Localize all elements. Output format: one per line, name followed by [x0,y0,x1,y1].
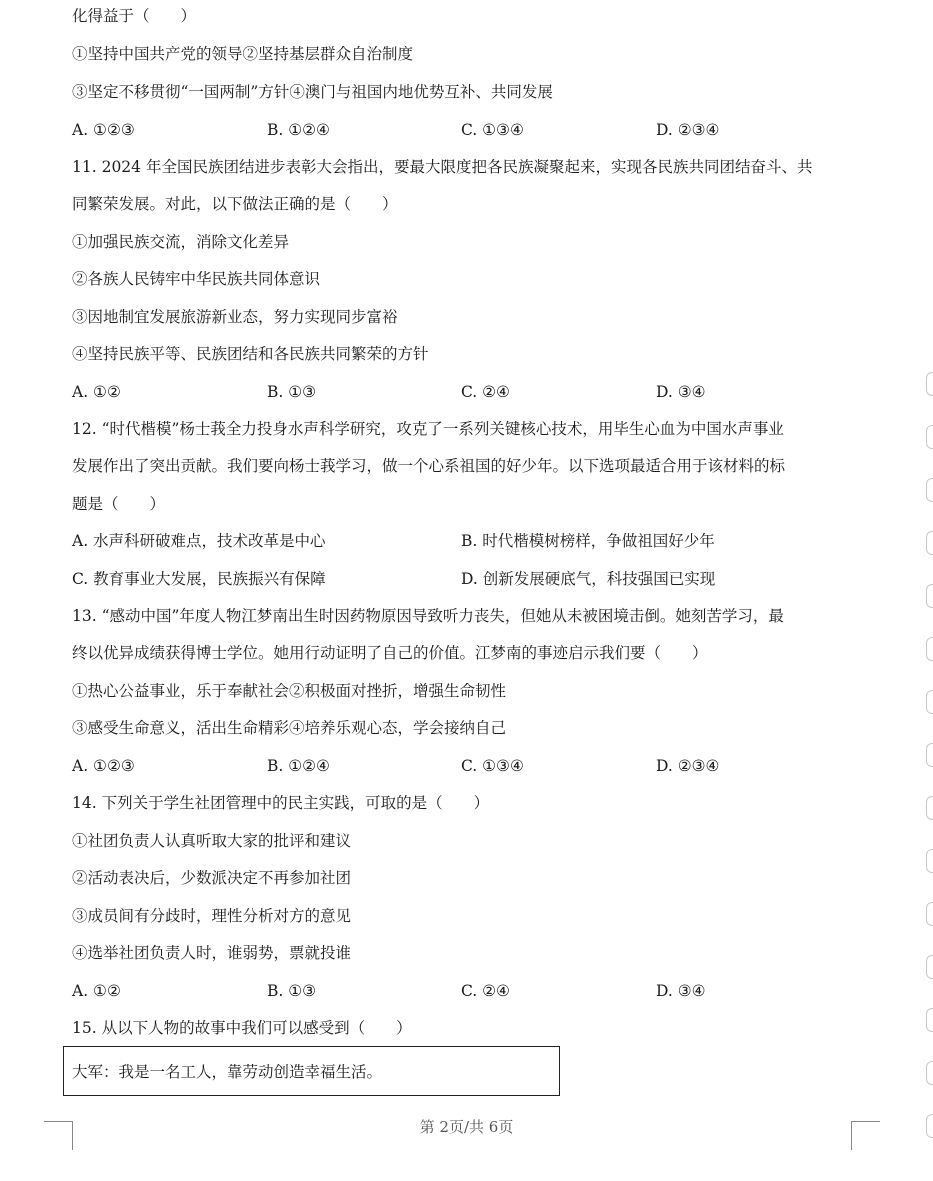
q14-stem: 14. 下列关于学生社团管理中的民主实践，可取的是（ ） [72,794,490,812]
q10-option-b: B. ①②④ [267,121,330,139]
side-tab[interactable] [926,849,933,873]
q10-stem-tail: 化得益于（ ） [72,7,197,25]
q10-option-d: D. ②③④ [656,121,720,139]
q11-item-1: ①加强民族交流，消除文化差异 [72,233,290,251]
q12-option-b: B. 时代楷模树榜样，争做祖国好少年 [461,532,715,550]
q11-item-4: ④坚持民族平等、民族团结和各民族共同繁荣的方针 [72,345,429,363]
q11-item-3: ③因地制宜发展旅游新业态，努力实现同步富裕 [72,308,398,326]
q12-option-d: D. 创新发展硬底气，科技强国已实现 [461,570,716,588]
q15-stem: 15. 从以下人物的故事中我们可以感受到（ ） [72,1019,412,1037]
q12-stem-line2: 发展作出了突出贡献。我们要向杨士莪学习，做一个心系祖国的好少年。以下选项最适合用于该材料的标 [72,457,786,475]
side-tab[interactable] [926,372,933,396]
q14-option-a: A. ①② [72,982,121,1000]
q11-option-d: D. ③④ [656,383,706,401]
q14-option-c: C. ②④ [461,982,510,1000]
q12-stem-line3: 题是（ ） [72,495,166,513]
q14-item-3: ③成员间有分歧时，理性分析对方的意见 [72,907,352,925]
side-tab[interactable] [926,1008,933,1032]
side-tab[interactable] [926,1114,933,1138]
q15-quote-box [63,1046,560,1096]
side-tab[interactable] [926,531,933,555]
q13-option-d: D. ②③④ [656,757,720,775]
q13-choices-line1: ①热心公益事业，乐于奉献社会②积极面对挫折，增强生命韧性 [72,682,507,700]
side-tab[interactable] [926,743,933,767]
corner-mark-left [44,1121,73,1150]
q10-option-c: C. ①③④ [461,121,524,139]
q13-option-b: B. ①②④ [267,757,330,775]
q13-option-c: C. ①③④ [461,757,524,775]
side-tab[interactable] [926,1061,933,1085]
q14-item-4: ④选举社团负责人时，谁弱势，票就投谁 [72,944,352,962]
side-tab[interactable] [926,690,933,714]
q13-stem-line2: 终以优异成绩获得博士学位。她用行动证明了自己的价值。江梦南的事迹启示我们要（ ） [72,644,708,662]
page-number: 第 2页/共 6页 [419,1118,514,1136]
q13-choices-line2: ③感受生命意义，活出生命精彩④培养乐观心态，学会接纳自己 [72,719,507,737]
side-tab[interactable] [926,637,933,661]
q11-option-c: C. ②④ [461,383,510,401]
q11-item-2: ②各族人民铸牢中华民族共同体意识 [72,270,321,288]
q14-item-1: ①社团负责人认真听取大家的批评和建议 [72,832,352,850]
side-tab[interactable] [926,425,933,449]
side-tab[interactable] [926,796,933,820]
side-tab[interactable] [926,955,933,979]
side-tab[interactable] [926,584,933,608]
q10-choices-line1: ①坚持中国共产党的领导②坚持基层群众自治制度 [72,45,414,63]
side-tab[interactable] [926,478,933,502]
q12-option-c: C. 教育事业大发展，民族振兴有保障 [72,570,326,588]
q13-stem-line1: 13. “感动中国”年度人物江梦南出生时因药物原因导致听力丧失，但她从未被困境击倒。她刻苦学习，最 [72,607,784,625]
q11-option-b: B. ①③ [267,383,317,401]
q12-option-a: A. 水声科研破难点，技术改革是中心 [72,532,326,550]
q15-quote-text: 大军：我是一名工人，靠劳动创造幸福生活。 [72,1063,383,1081]
q13-option-a: A. ①②③ [72,757,135,775]
q14-item-2: ②活动表决后，少数派决定不再参加社团 [72,869,352,887]
q14-option-b: B. ①③ [267,982,317,1000]
q10-choices-line2: ③坚定不移贯彻“一国两制”方针④澳门与祖国内地优势互补、共同发展 [72,83,553,101]
side-tab[interactable] [926,902,933,926]
q11-option-a: A. ①② [72,383,121,401]
q10-option-a: A. ①②③ [72,121,135,139]
q12-stem-line1: 12. “时代楷模”杨士莪全力投身水声科学研究，攻克了一系列关键核心技术，用毕生心血为中国水声事业 [72,420,784,438]
q11-stem-line1: 11. 2024 年全国民族团结进步表彰大会指出，要最大限度把各民族凝聚起来，实现各民族共同团结奋斗、共 [72,158,813,176]
corner-mark-right [851,1121,880,1150]
q11-stem-line2: 同繁荣发展。对此，以下做法正确的是（ ） [72,195,398,213]
q14-option-d: D. ③④ [656,982,706,1000]
